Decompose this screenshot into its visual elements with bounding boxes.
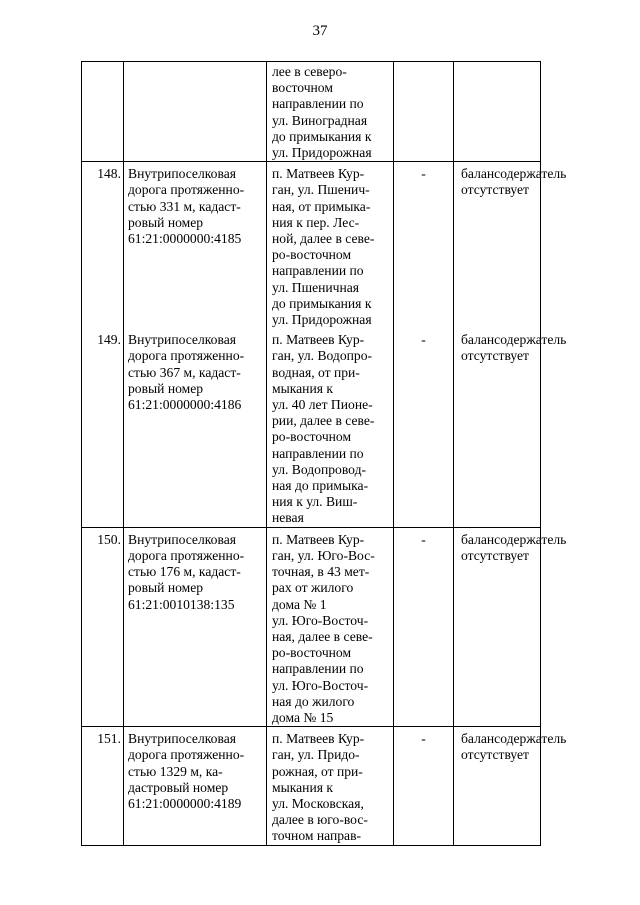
owner-line: балансодержатель — [461, 531, 567, 547]
location-line: ган, ул. Придо- — [272, 747, 360, 763]
location-line: водная, от при- — [272, 364, 360, 380]
location-line: рах от жилого — [272, 580, 354, 596]
location-line: ган, ул. Пшенич- — [272, 182, 370, 198]
location-line: ул. Московская, — [272, 795, 364, 811]
location-line: рии, далее в севе- — [272, 413, 375, 429]
road-name-line: Внутрипоселковая — [128, 531, 236, 547]
location-line: ул. Водопровод- — [272, 461, 367, 477]
table-row — [82, 527, 541, 726]
road-name-line: стью 331 м, кадаст- — [128, 198, 241, 214]
road-name-line: 61:21:0010138:135 — [128, 596, 235, 612]
dash-cell: - — [394, 727, 454, 845]
location-line: ния к пер. Лес- — [272, 214, 360, 230]
table-row — [82, 328, 541, 527]
location-line: п. Матвеев Кур- — [272, 166, 365, 182]
road-name-line: Внутрипоселковая — [128, 731, 236, 747]
location-line: ул. Придорожная — [272, 145, 372, 161]
location-line: точная, в 43 мет- — [272, 564, 370, 580]
owner-line: отсутствует — [461, 747, 530, 763]
owner-line: отсутствует — [461, 182, 530, 198]
location-line: дома № 15 — [272, 709, 334, 725]
owner-cell — [454, 328, 567, 527]
dash-cell: - — [394, 162, 454, 329]
owner-cell — [454, 162, 567, 329]
road-name-line: стью 367 м, кадаст- — [128, 364, 241, 380]
location-line: ная, от примыка- — [272, 198, 371, 214]
road-name-line: стью 1329 м, ка- — [128, 763, 223, 779]
road-name-line: дорога протяженно- — [128, 182, 245, 198]
owner-line: отсутствует — [461, 547, 530, 563]
location-line: рожная, от при- — [272, 763, 363, 779]
road-name-line: Внутрипоселковая — [128, 166, 236, 182]
location-line: ро-восточном — [272, 645, 352, 661]
location-line: мыкания к — [272, 779, 333, 795]
row-number: 150. — [82, 527, 124, 726]
location-line: дома № 1 — [272, 596, 327, 612]
location-line: восточном — [272, 80, 333, 96]
location-line: лее в северо- — [272, 64, 347, 79]
road-name-line: стью 176 м, кадаст- — [128, 564, 241, 580]
road-name-cell — [124, 727, 267, 845]
table-row — [82, 162, 541, 329]
road-name-line: ровый номер — [128, 214, 204, 230]
road-name-line: дорога протяженно- — [128, 547, 245, 563]
row-number: 148. — [82, 162, 124, 329]
owner-cell — [454, 62, 541, 162]
location-line: ная до жилого — [272, 693, 355, 709]
location-line: направлении по — [272, 661, 364, 677]
road-name-line: дастровый номер — [128, 779, 229, 795]
table-row — [82, 727, 541, 845]
location-line: до примыкания к — [272, 295, 372, 311]
road-location-cell — [267, 62, 394, 162]
location-line: ния к ул. Виш- — [272, 494, 358, 510]
location-line: ро-восточном — [272, 429, 352, 445]
location-line: далее в юго-вос- — [272, 812, 368, 828]
location-line: ул. Юго-Восточ- — [272, 677, 369, 693]
location-line: ной, далее в севе- — [272, 231, 375, 247]
road-name-cell — [124, 328, 267, 527]
location-line: п. Матвеев Кур- — [272, 731, 365, 747]
row-number-cell — [82, 62, 124, 162]
road-name-line: ровый номер — [128, 580, 204, 596]
location-line: п. Матвеев Кур- — [272, 332, 365, 348]
location-line: ная, далее в севе- — [272, 628, 373, 644]
location-line: ул. 40 лет Пионе- — [272, 397, 373, 413]
dash-cell: - — [394, 328, 454, 527]
owner-line: балансодержатель — [461, 332, 567, 348]
location-line: ул. Пшеничная — [272, 279, 360, 295]
road-name-line: 61:21:0000000:4185 — [128, 231, 242, 247]
dash-cell — [394, 62, 454, 162]
location-line: до примыкания к — [272, 128, 372, 144]
owner-line: балансодержатель — [461, 731, 567, 747]
location-line: ган, ул. Юго-Вос- — [272, 547, 375, 563]
owner-cell — [454, 727, 567, 845]
location-line: ро-восточном — [272, 247, 352, 263]
location-line: направлении по — [272, 96, 364, 112]
owner-line: отсутствует — [461, 348, 530, 364]
location-line: ул. Юго-Восточ- — [272, 612, 369, 628]
location-line: мыкания к — [272, 380, 333, 396]
road-name-cell — [124, 162, 267, 329]
location-line: ул. Придорожная — [272, 312, 372, 328]
page-number: 37 — [312, 23, 328, 39]
location-line: ная до примыка- — [272, 478, 369, 494]
road-name-line: Внутрипоселковая — [128, 332, 236, 348]
dash-cell: - — [394, 527, 454, 726]
table-row-continuation — [82, 62, 541, 162]
road-location-cell — [267, 527, 394, 726]
row-number: 151. — [82, 727, 124, 845]
road-name-line: дорога протяженно- — [128, 348, 245, 364]
road-registry-table — [81, 61, 567, 846]
road-location-cell — [267, 727, 394, 845]
road-name-line: ровый номер — [128, 380, 204, 396]
road-location-cell — [267, 162, 394, 329]
location-line: направлении по — [272, 263, 364, 279]
road-name-line: дорога протяженно- — [128, 747, 245, 763]
road-name-line: 61:21:0000000:4186 — [128, 397, 242, 413]
road-name-cell — [124, 62, 267, 162]
road-name-line: 61:21:0000000:4189 — [128, 795, 242, 811]
location-line: ган, ул. Водопро- — [272, 348, 373, 364]
road-location-cell — [267, 328, 394, 527]
road-name-cell — [124, 527, 267, 726]
location-line: ул. Виноградная — [272, 112, 368, 128]
location-line: точном направ- — [272, 828, 362, 844]
owner-line: балансодержатель — [461, 166, 567, 182]
location-line: невая — [272, 510, 304, 526]
location-line: п. Матвеев Кур- — [272, 531, 365, 547]
owner-cell — [454, 527, 567, 726]
row-number: 149. — [82, 328, 124, 527]
location-line: направлении по — [272, 445, 364, 461]
